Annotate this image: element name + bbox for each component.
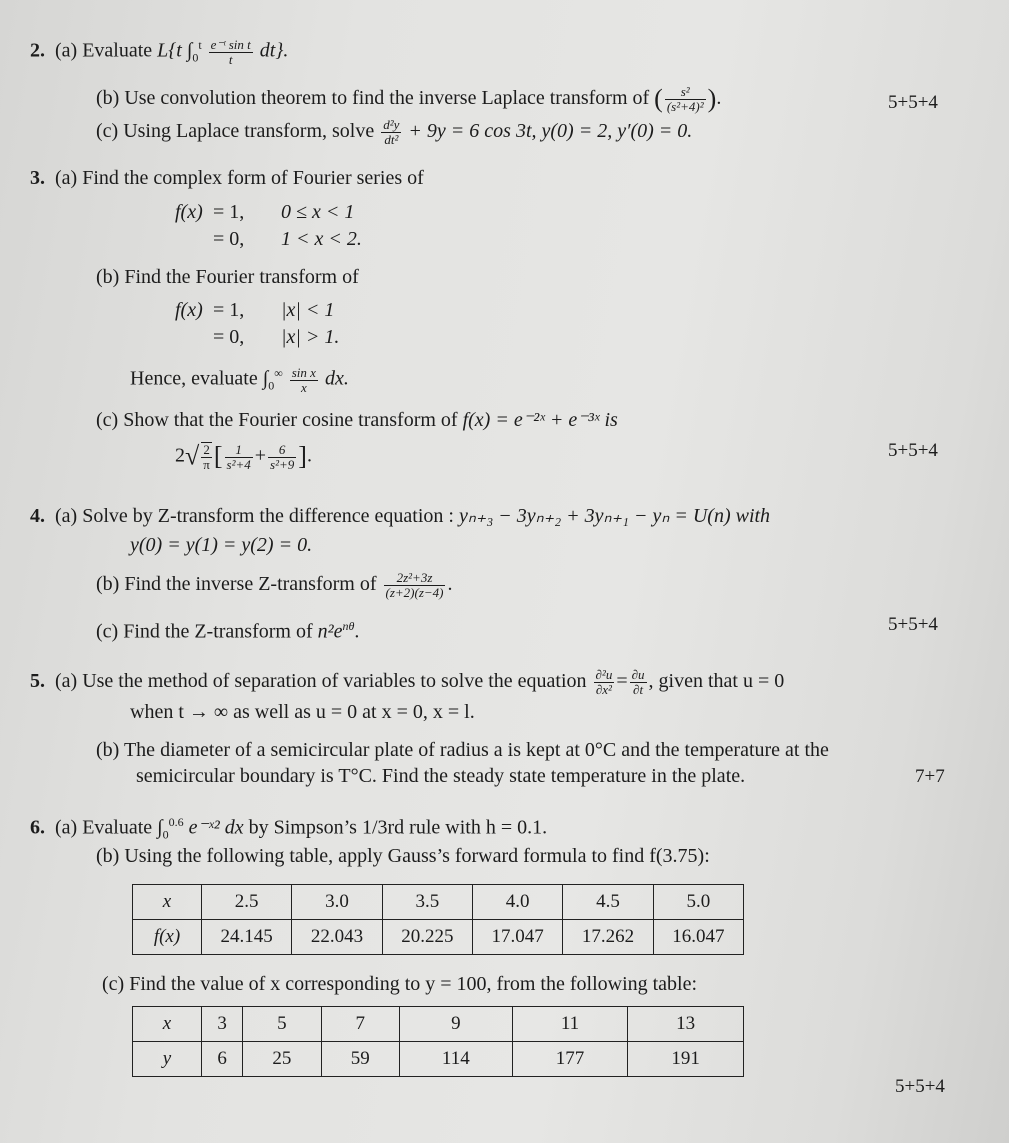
punct: . (716, 87, 722, 110)
question-number: 4. (30, 505, 45, 527)
part-label: (b) (96, 845, 120, 867)
part-text: Find the value of x corresponding to y = 100, from the following table: (129, 973, 698, 995)
fraction (630, 668, 647, 697)
q2-c (96, 118, 692, 147)
table-cell: 2.5 (202, 885, 292, 920)
denominator: s²+9 (270, 456, 295, 472)
table-row (133, 1042, 744, 1077)
math: dx. (324, 367, 349, 390)
interpolation-table (132, 1006, 744, 1077)
plus: + (254, 444, 267, 467)
table-cell: 13 (628, 1007, 744, 1042)
part-label: (c) (96, 120, 119, 143)
q4-b (96, 571, 452, 600)
part-label: (a) (55, 816, 78, 839)
numerator: s² (665, 85, 706, 100)
part-text: , given that u = 0 (648, 670, 785, 693)
denominator: x (300, 379, 307, 395)
table-cell: 4.5 (563, 885, 653, 920)
piecewise-row (175, 200, 354, 224)
fraction (268, 443, 296, 472)
table-cell: 6 (202, 1042, 243, 1077)
equals: = (616, 670, 628, 693)
math: L{t ∫ (157, 39, 193, 62)
fraction (594, 668, 615, 697)
denominator: ∂t (633, 682, 644, 697)
numerator: d²y (383, 117, 400, 132)
fraction (290, 366, 318, 395)
part-text: The diameter of a semicircular plate of radius a is kept at 0°C and the temperature at the (123, 739, 829, 761)
table-cell: 3 (202, 1007, 243, 1042)
q3-b (96, 265, 359, 289)
part-text: Find the inverse Z-transform of (124, 573, 377, 596)
table-row (133, 920, 744, 955)
condition: 0 ≤ x < 1 (281, 201, 355, 223)
math: f(x) = e⁻²ˣ + e⁻³ˣ is (462, 409, 618, 431)
table-cell: 5.0 (653, 885, 743, 920)
limit-up: ∞ (274, 366, 283, 380)
limit-low: 0 (268, 378, 275, 393)
q3-c-result: 2√ $\frac{2}{\pi}$ [ $\frac{1}{\text{s²+4}}$ + $\frac{6}{\text{s²+9}}$ ]. (175, 441, 312, 472)
part-text: Find the Z-transform of (123, 620, 313, 643)
marks: 5+5+4 (888, 92, 938, 113)
value: = 0, (213, 326, 245, 348)
table-cell: 7 (321, 1007, 399, 1042)
table-cell: 9 (399, 1007, 512, 1042)
fraction (665, 85, 706, 114)
denominator: s²+4 (226, 456, 251, 472)
part-text: Find the Fourier transform of (124, 266, 359, 288)
gauss-table (132, 884, 744, 955)
marks: 5+5+4 (888, 614, 938, 635)
marks: 5+5+4 (895, 1076, 945, 1097)
table-cell: 17.047 (472, 920, 562, 955)
denominator: (z+2)(z−4) (385, 585, 444, 600)
fraction (225, 443, 253, 472)
table-cell: 59 (321, 1042, 399, 1077)
part-label: (b) (96, 739, 120, 761)
part-label: (b) (96, 573, 120, 596)
condition: 1 < x < 2. (281, 228, 362, 250)
condition: |x| > 1. (281, 326, 340, 348)
q3-b-hence (130, 361, 349, 398)
part-text-cont: when t → ∞ as well as u = 0 at x = 0, x = l. (130, 701, 475, 723)
question-number: 5. (30, 670, 45, 693)
math: yₙ₊₃ − 3yₙ₊₂ + 3yₙ₊₁ − yₙ = U(n) with (458, 505, 771, 527)
value: = 1, (213, 201, 245, 223)
part-label: (a) (55, 167, 78, 189)
q6-a (30, 810, 547, 847)
numerator: ∂u (631, 667, 645, 682)
limit-low: 0 (162, 827, 169, 842)
table-row (133, 885, 744, 920)
part-text: by Simpson’s 1/3rd rule with h = 0.1. (248, 816, 548, 839)
q2-b: (b) Use convolution theorem to find the inverse Laplace transform of ( $\frac{\text{s²}}{\text{(s²+4)²}}$ ). (96, 84, 722, 114)
table-cell: 114 (399, 1042, 512, 1077)
numerator: 1 (225, 443, 253, 458)
q2-a (30, 33, 288, 70)
table-cell: 177 (512, 1042, 628, 1077)
punct: . (306, 444, 312, 467)
table-cell: x (133, 885, 202, 920)
q3-c (96, 408, 618, 432)
table-cell: y (133, 1042, 202, 1077)
question-number: 2. (30, 39, 45, 62)
limit-low: 0 (192, 50, 199, 65)
part-text: Use convolution theorem to find the inverse Laplace transform of (124, 87, 650, 110)
part-label: (c) (102, 973, 125, 995)
fraction (209, 38, 253, 67)
numerator: 6 (268, 443, 296, 458)
part-text: Hence, evaluate (130, 367, 258, 390)
table-cell: 24.145 (202, 920, 292, 955)
question-number: 6. (30, 816, 45, 839)
table-cell: 11 (512, 1007, 628, 1042)
limit-up: 0.6 (168, 815, 184, 829)
piecewise-row (213, 227, 362, 251)
value: = 1, (213, 299, 245, 321)
part-text: Find the complex form of Fourier series of (82, 167, 424, 189)
part-label: (c) (96, 409, 119, 431)
numerator: 2z²+3z (384, 571, 446, 586)
part-text: Using Laplace transform, solve (123, 120, 375, 143)
denominator: dt² (384, 132, 399, 147)
marks: 5+5+4 (888, 440, 938, 461)
integral-sign: ∫ (157, 816, 163, 839)
numerator: e⁻ᵗ sin t (210, 36, 251, 52)
table-cell: x (133, 1007, 202, 1042)
table-cell: 17.262 (563, 920, 653, 955)
part-label: (c) (96, 620, 119, 643)
table-cell: 3.5 (382, 885, 472, 920)
piecewise-row (213, 325, 339, 349)
part-label: (a) (55, 670, 78, 693)
table-cell: 16.047 (653, 920, 743, 955)
part-text: Show that the Fourier cosine transform of (123, 409, 458, 431)
table-cell: 3.0 (292, 885, 382, 920)
punct: . (354, 620, 360, 643)
numerator: ∂²u (595, 667, 613, 682)
table-cell: 20.225 (382, 920, 472, 955)
part-text: Evaluate (82, 39, 153, 62)
table-cell: 22.043 (292, 920, 382, 955)
q4-c (96, 614, 359, 644)
part-text: Use the method of separation of variables to solve the equation (82, 670, 587, 693)
q5-a (30, 668, 784, 697)
table-cell: 4.0 (472, 885, 562, 920)
math: dt}. (259, 39, 289, 62)
table-cell: f(x) (133, 920, 202, 955)
part-label: (a) (55, 39, 78, 62)
fraction (201, 442, 212, 472)
question-number: 3. (30, 167, 45, 189)
value: = 0, (213, 228, 245, 250)
lhs: f(x) (175, 299, 203, 321)
exponent: nθ (342, 619, 355, 633)
part-label: (b) (96, 266, 120, 288)
integral-sign: ∫ (262, 367, 269, 390)
part-label: (b) (96, 87, 120, 110)
table-cell: 25 (243, 1042, 321, 1077)
denominator: π (203, 457, 210, 472)
math: n²e (317, 620, 343, 643)
fraction (381, 118, 401, 147)
q6-b (96, 844, 710, 868)
numerator: 2 (201, 443, 212, 458)
denominator: (s²+4)² (666, 99, 704, 114)
part-text-cont: semicircular boundary is T°C. Find the steady state temperature in the plate. (136, 765, 746, 787)
q6-c (102, 972, 697, 996)
coefficient: 2 (175, 444, 185, 467)
numerator: sin x (291, 364, 316, 380)
part-text: Using the following table, apply Gauss’s forward formula to find f(3.75): (124, 845, 710, 867)
initial-conditions: y(0) = y(1) = y(2) = 0. (130, 534, 313, 556)
q3-a (30, 166, 424, 190)
q4-a (30, 504, 770, 528)
piecewise-row (175, 298, 334, 322)
lhs: f(x) (175, 201, 203, 223)
condition: |x| < 1 (281, 299, 335, 321)
table-cell: 5 (243, 1007, 321, 1042)
denominator: ∂x² (595, 682, 612, 697)
q5-b (96, 738, 829, 762)
punct: . (447, 573, 453, 596)
math: + 9y = 6 cos 3t, y(0) = 2, y′(0) = 0. (408, 120, 693, 143)
fraction (384, 571, 446, 600)
part-label: (a) (55, 505, 78, 527)
denominator: t (228, 51, 233, 67)
math: e⁻ˣ² dx (188, 816, 244, 839)
part-text: Solve by Z-transform the difference equation : (82, 505, 454, 527)
limit-up: t (198, 38, 202, 52)
part-text: Evaluate (82, 816, 153, 839)
table-cell: 191 (628, 1042, 744, 1077)
table-row (133, 1007, 744, 1042)
marks: 7+7 (915, 766, 945, 787)
